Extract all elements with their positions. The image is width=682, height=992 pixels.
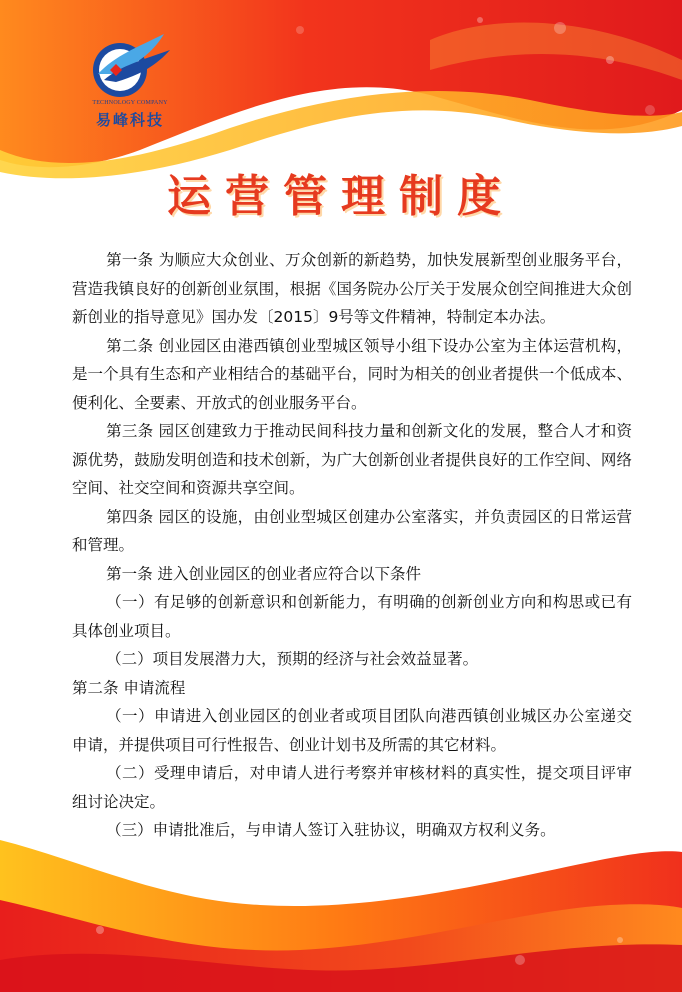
- paragraph-article-3: 第三条 园区创建致力于推动民间科技力量和创新文化的发展，整合人才和资源优势，鼓励发明创造和技术创新，为广大创新创业者提供良好的工作空间、网络空间、社交空间和资源共享空间。: [72, 422, 632, 497]
- paragraph-condition-1: （一）有足够的创新意识和创新能力，有明确的创新创业方向和构思或已有具体创业项目。: [72, 593, 632, 640]
- paragraph-condition-2: （二）项目发展潜力大，预期的经济与社会效益显著。: [106, 650, 479, 668]
- paragraph-process-2: （二）受理申请后，对申请人进行考察并审核材料的真实性，提交项目评审组讨论决定。: [72, 764, 632, 811]
- paragraph-article-4: 第四条 园区的设施，由创业型城区创建办公室落实，并负责园区的日常运营和管理。: [72, 507, 632, 554]
- logo-emblem-icon: [84, 30, 176, 102]
- paragraph-article-2: 第二条 创业园区由港西镇创业型城区领导小组下设办公室为主体运营机构，是一个具有生态和产业相结合的基础平台，同时为相关的创业者提供一个低成本、便利化、全要素、开放式的创业服务平台。: [72, 336, 632, 412]
- company-logo: [84, 30, 176, 130]
- document-body: [72, 246, 632, 845]
- paragraph-article-1: 第一条 为顺应大众创业、万众创新的新趋势，加快发展新型创业服务平台，营造我镇良好的创新创业氛围，根据《国务院办公厅关于发展众创空间推进大众创新创业的指导意见》国办发〔2015〕9号等文件精神，特制定本办法。: [72, 251, 632, 326]
- paragraph-entry-conditions: 第一条 进入创业园区的创业者应符合以下条件: [106, 564, 422, 583]
- paragraph-application-process: 第二条 申请流程: [72, 678, 186, 697]
- logo-chinese-text: 易峰科技: [95, 111, 164, 129]
- page-title: 运营管理制度: [167, 171, 515, 222]
- paragraph-process-3: （三）申请批准后，与申请人签订入驻协议，明确双方权利义务。: [106, 821, 556, 839]
- paragraph-process-1: （一）申请进入创业园区的创业者或项目团队向港西镇创业城区办公室递交申请，并提供项目可行性报告、创业计划书及所需的其它材料。: [72, 707, 632, 754]
- logo-english-text: TECHNOLOGY COMPANY: [92, 100, 168, 106]
